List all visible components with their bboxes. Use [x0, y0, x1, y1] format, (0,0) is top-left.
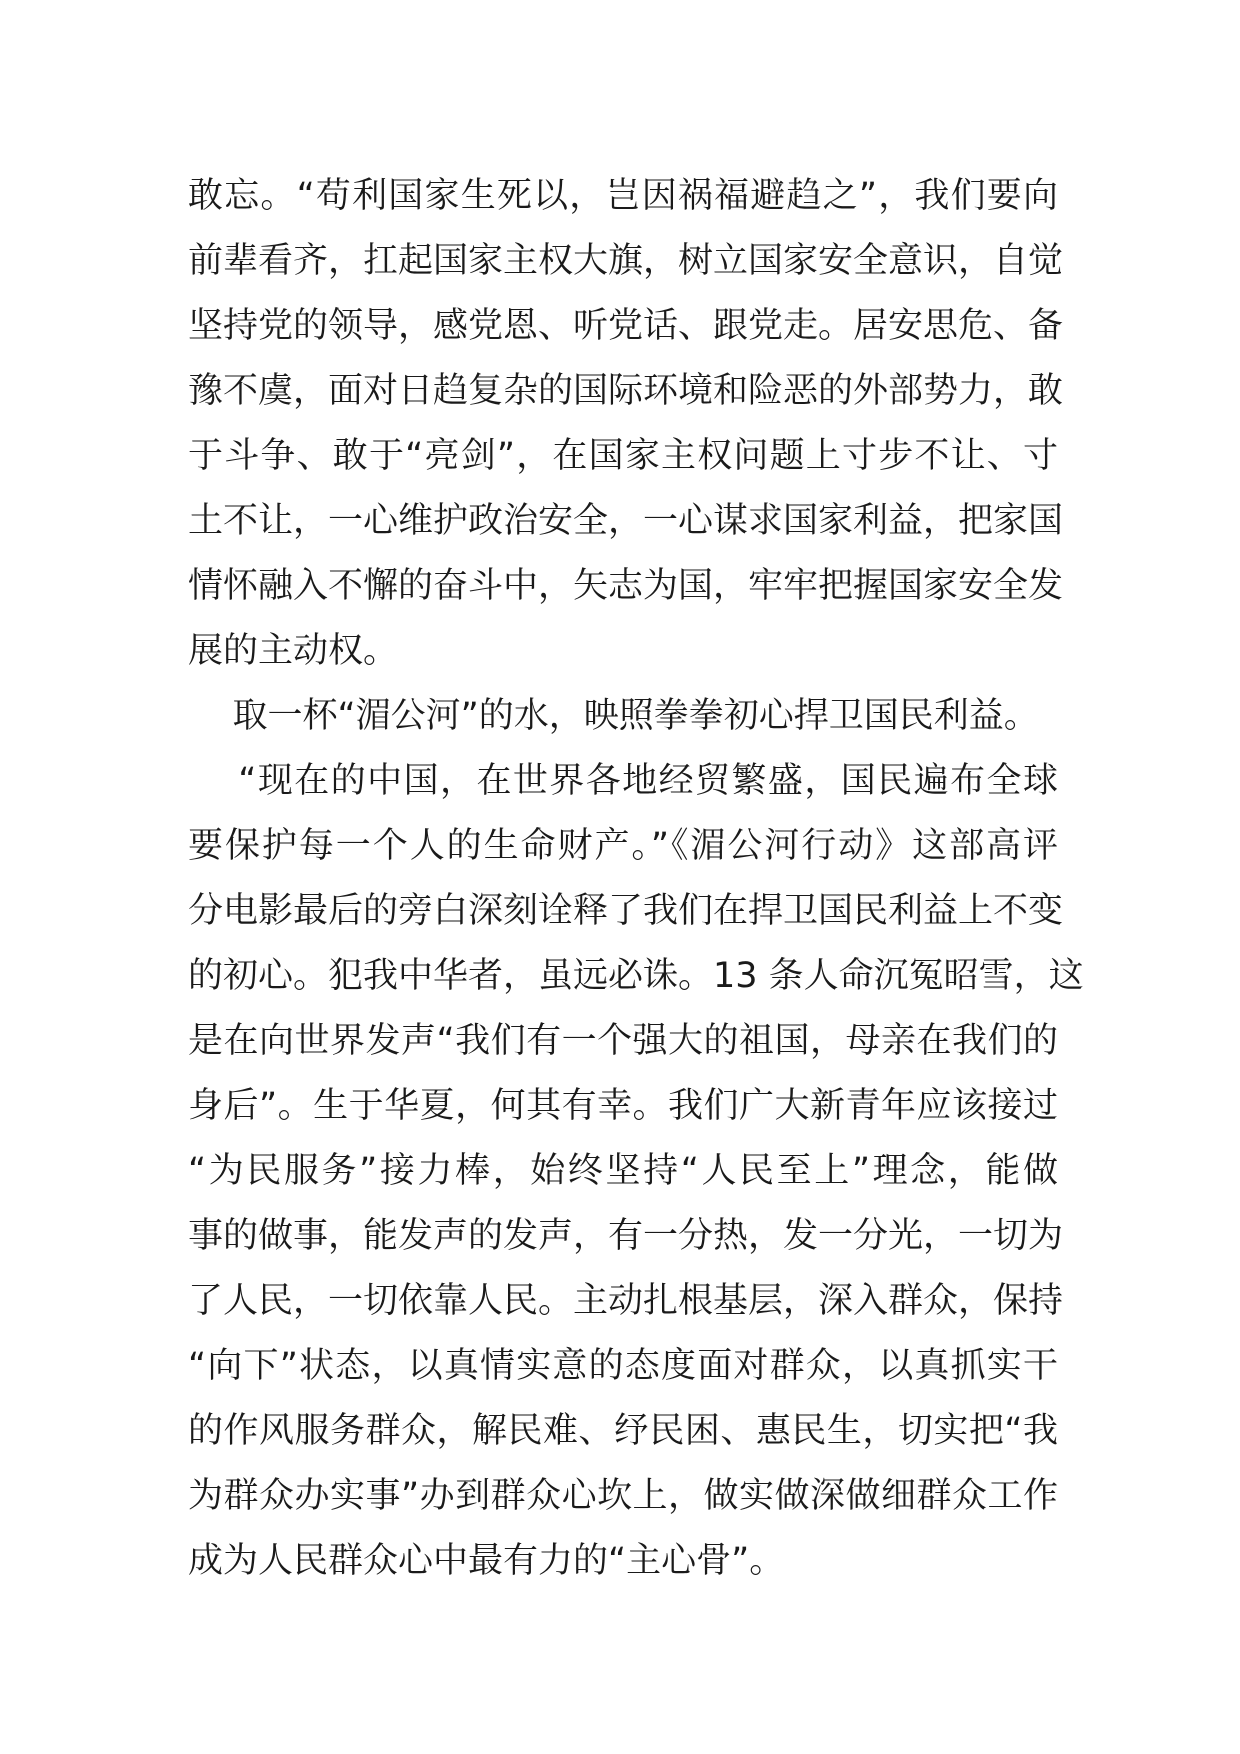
text-line: 了人民，一切依靠人民。主动扎根基层，深入群众，保持: [188, 1281, 1064, 1321]
body-text: [188, 164, 1084, 1594]
text-line: 前辈看齐，扛起国家主权大旗，树立国家安全意识，自觉: [188, 241, 1064, 281]
text-line: 土不让，一心维护政治安全，一心谋求国家利益，把家国: [188, 501, 1064, 541]
text-line: 为群众办实事”办到群众心坎上，做实做深做细群众工作: [188, 1476, 1058, 1516]
text-line: 坚持党的领导，感党恩、听党话、跟党走。居安思危、备: [188, 306, 1064, 346]
text-line: 豫不虞，面对日趋复杂的国际环境和险恶的外部势力，敢: [188, 371, 1064, 411]
text-line: 展的主动权。: [188, 631, 399, 671]
text-line: “为民服务”接力棒，始终坚持“人民至上”理念，能做: [188, 1151, 1058, 1191]
text-line: 身后”。生于华夏，何其有幸。我们广大新青年应该接过: [188, 1086, 1058, 1126]
text-line: 成为人民群众心中最有力的“主心骨”。: [188, 1541, 785, 1581]
text-line: 的初心。犯我中华者，虽远必诛。13 条人命沉冤昭雪，这: [188, 956, 1084, 996]
section-heading-line: 取一杯“湄公河”的水，映照拳拳初心捍卫国民利益。: [188, 696, 1039, 736]
text-line: “向下”状态，以真情实意的态度面对群众，以真抓实干: [188, 1346, 1058, 1386]
text-line: 分电影最后的旁白深刻诠释了我们在捍卫国民利益上不变: [188, 891, 1064, 931]
text-line: “现在的中国，在世界各地经贸繁盛，国民遍布全球: [188, 761, 1058, 801]
text-line: 情怀融入不懈的奋斗中，矢志为国，牢牢把握国家安全发: [188, 566, 1064, 606]
text-line: 事的做事，能发声的发声，有一分热，发一分光，一切为: [188, 1216, 1064, 1256]
text-line: 要保护每一个人的生命财产。”《湄公河行动》这部高评: [188, 826, 1058, 866]
text-line: 是在向世界发声“我们有一个强大的祖国，母亲在我们的: [188, 1021, 1058, 1061]
text-line: 敢忘。“苟利国家生死以，岂因祸福避趋之”，我们要向: [188, 176, 1058, 216]
text-line: 于斗争、敢于“亮剑”，在国家主权问题上寸步不让、寸: [188, 436, 1058, 476]
text-line: 的作风服务群众，解民难、纾民困、惠民生，切实把“我: [188, 1411, 1058, 1451]
